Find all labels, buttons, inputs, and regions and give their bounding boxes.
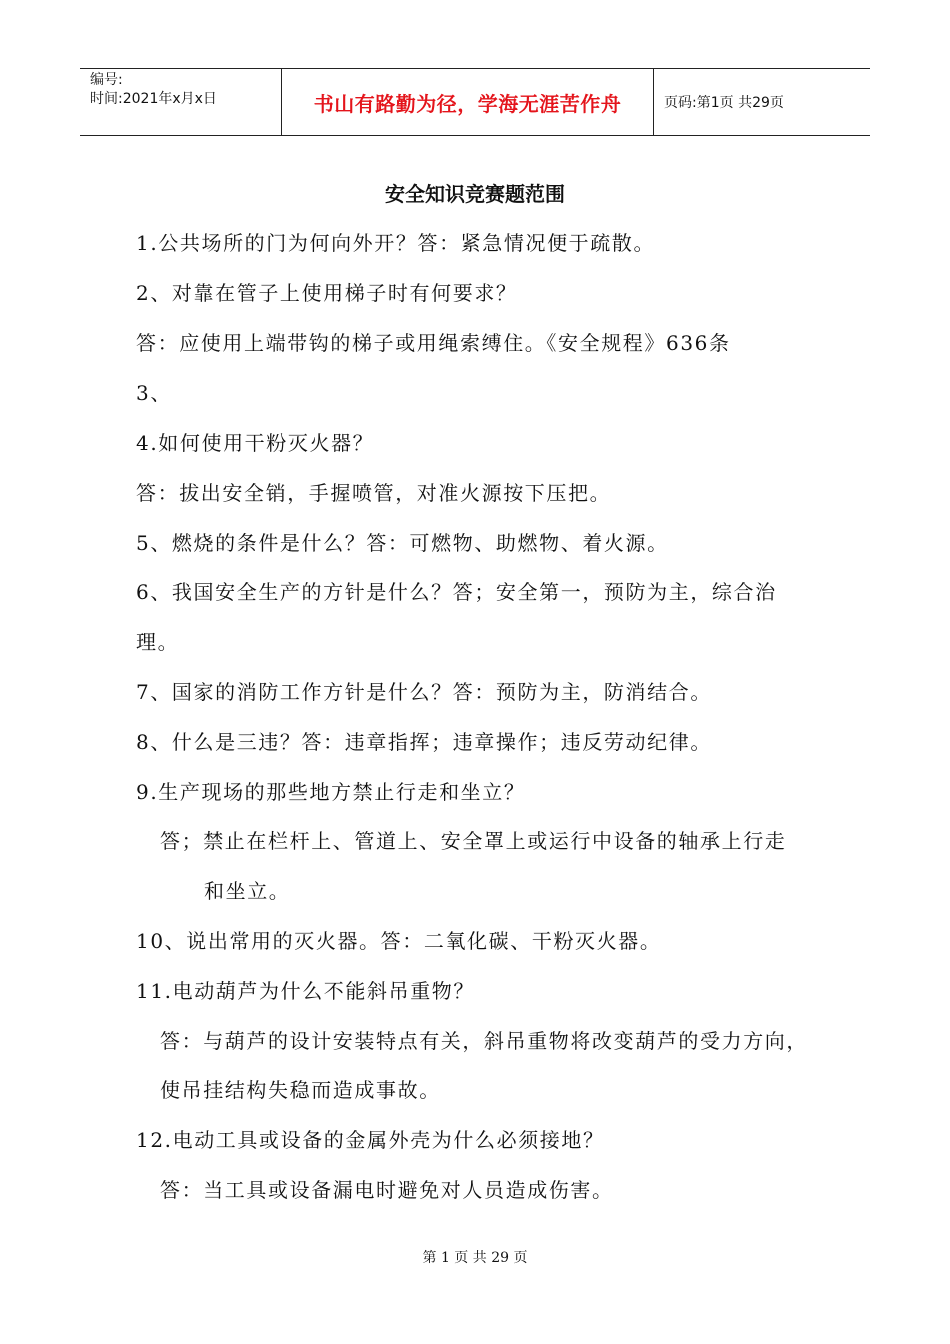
text-line: 7、国家的消防工作方针是什么？答：预防为主，防消结合。 [136, 680, 712, 704]
text-line: 和坐立。 [204, 879, 291, 903]
text-line: 1.公共场所的门为何向外开？答：紧急情况便于疏散。 [136, 231, 656, 255]
text-line: 答：当工具或设备漏电时避免对人员造成伤害。 [160, 1178, 614, 1202]
text-line: 11.电动葫芦为什么不能斜吊重物？ [136, 979, 476, 1003]
header-motto: 书山有路勤为径，学海无涯苦作舟 [282, 69, 654, 135]
text-line: 6、我国安全生产的方针是什么？答；安全第一，预防为主，综合治 [136, 580, 777, 604]
text-line: 3、 [136, 381, 172, 405]
text-line: 答：应使用上端带钩的梯子或用绳索缚住。《安全规程》636条 [136, 331, 731, 355]
text-line: 10、说出常用的灭火器。答：二氧化碳、干粉灭火器。 [136, 929, 662, 953]
header-page-info: 页码:第1页 共29页 [664, 95, 784, 111]
document-title: 安全知识竞赛题范围 [385, 182, 565, 206]
text-line: 使吊挂结构失稳而造成事故。 [160, 1078, 441, 1102]
text-line: 答：拔出安全销，手握喷管，对准火源按下压把。 [136, 481, 612, 505]
header-date: 时间:2021年x月x日 [90, 91, 217, 107]
page-footer: 第 1 页 共 29 页 [422, 1250, 528, 1266]
document-header [80, 68, 870, 136]
text-line: 5、燃烧的条件是什么？答：可燃物、助燃物、着火源。 [136, 531, 669, 555]
text-line: 答；禁止在栏杆上、管道上、安全罩上或运行中设备的轴承上行走 [160, 829, 787, 853]
text-line: 12.电动工具或设备的金属外壳为什么必须接地？ [136, 1128, 605, 1152]
text-line: 4.如何使用干粉灭火器？ [136, 431, 375, 455]
header-number: 编号: [90, 72, 123, 88]
text-line: 8、什么是三违？答：违章指挥；违章操作；违反劳动纪律。 [136, 730, 712, 754]
text-line: 2、对靠在管子上使用梯子时有何要求？ [136, 281, 518, 305]
text-line: 答：与葫芦的设计安装特点有关，斜吊重物将改变葫芦的受力方向， [160, 1029, 808, 1053]
header-meta [80, 69, 282, 135]
text-line: 9.生产现场的那些地方禁止行走和坐立？ [136, 780, 526, 804]
text-line: 理。 [136, 630, 180, 654]
